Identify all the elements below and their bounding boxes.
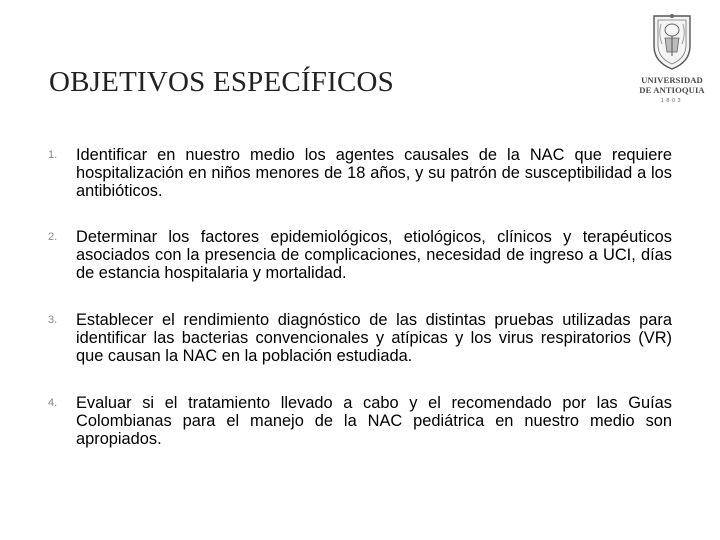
item-text: Determinar los factores epidemiológicos, etiológicos, clínicos y terapéuticos asociados con la presencia de complicaciones, necesidad de ingreso a UCI, días de estancia hospitalaria y mortalidad. xyxy=(76,228,672,282)
item-text: Establecer el rendimiento diagnóstico de las distintas pruebas utilizadas para identificar las bacterias convencionales y atípicas y los virus respiratorios (VR) que causan la NAC en la población estudiada. xyxy=(76,311,672,365)
item-number: 1. xyxy=(48,149,58,161)
item-text: Evaluar si el tratamiento llevado a cabo y el recomendado por las Guías Colombianas para el manejo de la NAC pediátrica en nuestro medio son apropiados. xyxy=(76,394,672,448)
logo-year: 1803 xyxy=(660,98,684,104)
item-number: 3. xyxy=(48,314,58,326)
item-text: Identificar en nuestro medio los agentes causales de la NAC que requiere hospitalización en niños menores de 18 años, y su patrón de susceptibilidad a los antibióticos. xyxy=(76,146,672,200)
slide-title: OBJETIVOS ESPECÍFICOS xyxy=(49,66,395,98)
logo-line-2: DE ANTIOQUIA xyxy=(639,85,705,95)
item-number: 2. xyxy=(48,231,58,243)
university-logo xyxy=(636,12,708,108)
university-seal-icon xyxy=(650,12,694,72)
item-number: 4. xyxy=(48,397,58,409)
logo-line-1: UNIVERSIDAD xyxy=(641,75,703,85)
